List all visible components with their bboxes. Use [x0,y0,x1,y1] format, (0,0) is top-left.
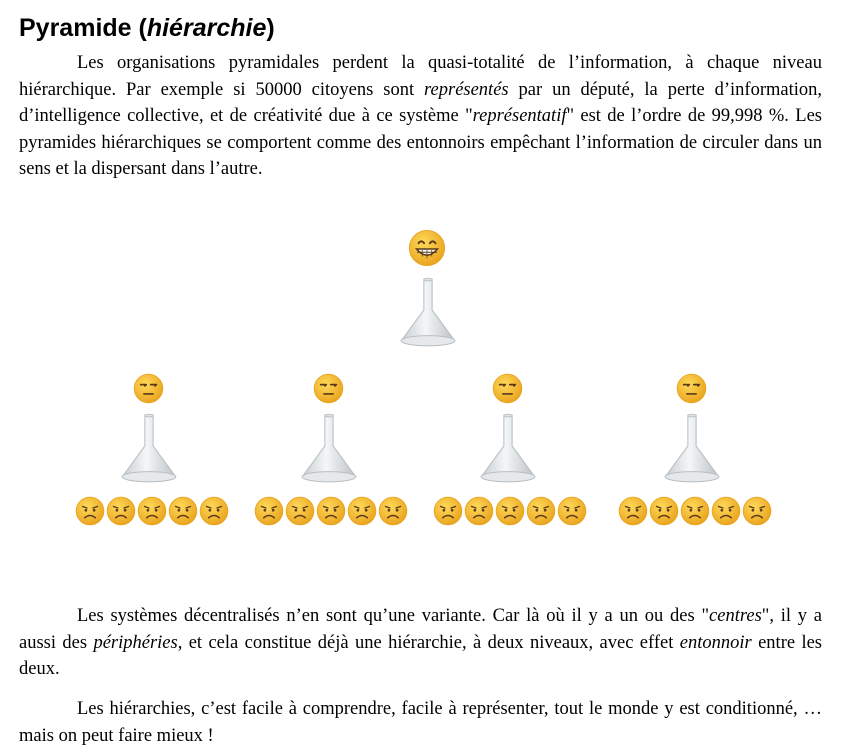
funnel-icon [479,413,537,490]
funnel-icon [663,413,721,490]
paragraph-decentralized: Les systèmes décentralisés n’en sont qu’une variante. Car là où il y a un ou des "centres", il y a aussi des périphéries, et cela constitue déjà une hiérarchie, à deux niveaux, avec effet entonnoir entre les deux. [19,606,822,679]
funnel-icon [120,413,178,490]
page-title [19,10,822,46]
frowning-face-icon [495,496,525,531]
title-close: ) [266,14,275,42]
funnel-icon [300,413,358,490]
frowning-face-icon [75,496,105,531]
frowning-face-icon [526,496,556,531]
frowning-face-icon [378,496,408,531]
frowning-face-icon [680,496,710,531]
frowning-face-icon [347,496,377,531]
title-text: Pyramide ( [19,14,147,42]
unamused-face-icon [676,373,707,409]
frowning-face-icon [464,496,494,531]
page [19,10,822,746]
grinning-face-icon [408,229,446,272]
unamused-face-icon [313,373,344,409]
frowning-face-icon [742,496,772,531]
frowning-face-icon [557,496,587,531]
unamused-face-icon [133,373,164,409]
frowning-face-icon [618,496,648,531]
frowning-face-icon [316,496,346,531]
paragraph-intro: Les organisations pyramidales perdent la quasi-totalité de l’information, à chaque niveau hiérarchique. Par exemple si 50000 citoyens sont représentés par un député, la perte d’information, d’intelligence collective, et de créativité due à ce système "représentatif" est de l’ordre de 99,998 %. Les pyramides hiérarchiques se comportent comme des entonnoirs empêchant l’information de circuler dans un sens et la dispersant dans l’autre. [19,53,822,179]
frowning-face-icon [199,496,229,531]
frowning-face-icon [137,496,167,531]
title-italic: hiérarchie [146,14,267,42]
unamused-face-icon [492,373,523,409]
paragraph-conclusion: Les hiérarchies, c’est facile à comprendre, facile à représenter, tout le monde y est conditionné, … mais on peut faire mieux ! [19,699,822,746]
frowning-face-icon [168,496,198,531]
frowning-face-icon [711,496,741,531]
frowning-face-icon [433,496,463,531]
funnel-icon [399,277,457,354]
frowning-face-icon [106,496,136,531]
frowning-face-icon [254,496,284,531]
frowning-face-icon [649,496,679,531]
frowning-face-icon [285,496,315,531]
